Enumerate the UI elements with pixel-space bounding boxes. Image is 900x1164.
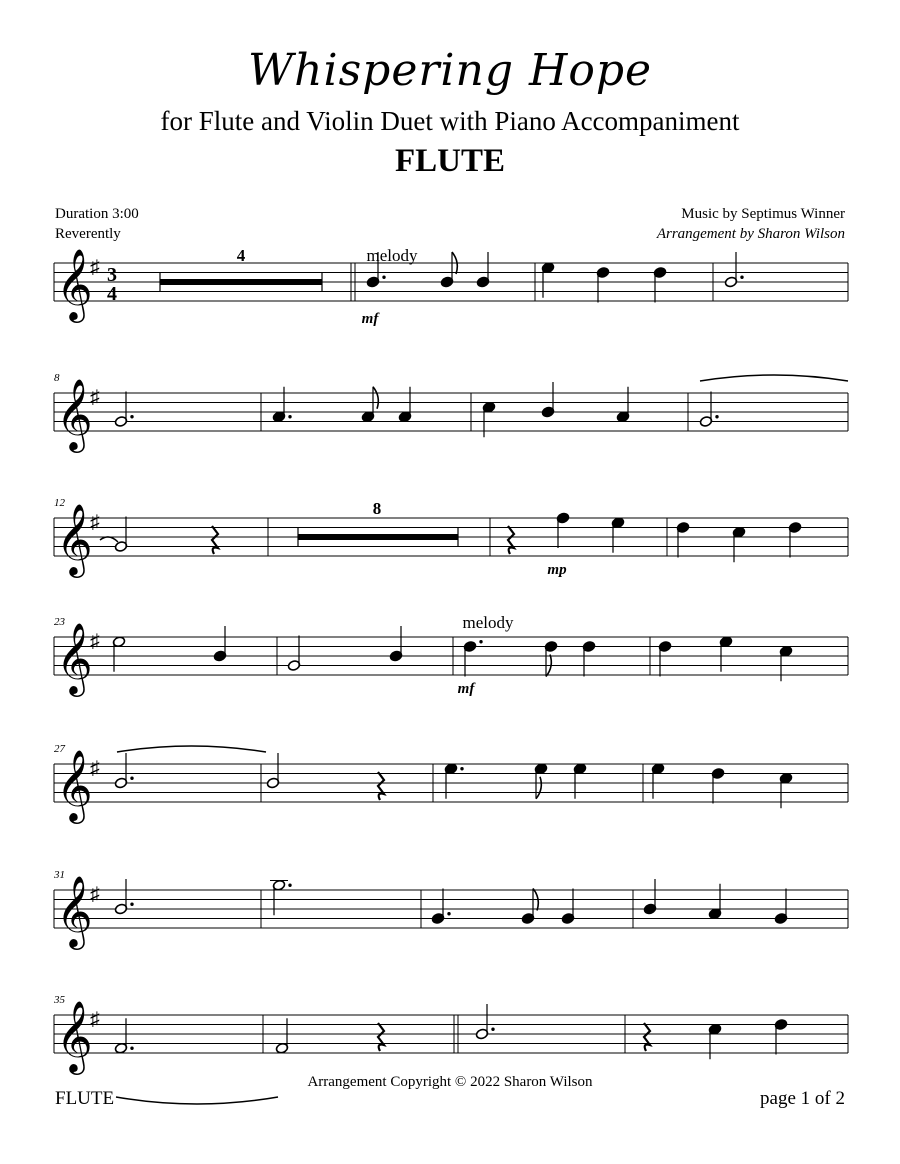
note-flag (536, 777, 541, 799)
key-signature-sharp-icon: ♯ (90, 257, 100, 278)
duration-text: Duration 3:00 (55, 206, 139, 222)
note-flag (373, 387, 378, 409)
note-dot (288, 884, 291, 887)
note-dot (740, 276, 743, 279)
treble-clef-icon: 𝄞 (56, 251, 93, 319)
note-dot (715, 415, 718, 418)
slur (117, 746, 266, 752)
note-dot (130, 415, 133, 418)
arranger-credit: Arrangement by Sharon Wilson (656, 226, 845, 242)
page-number: page 1 of 2 (760, 1088, 845, 1109)
note-dot (130, 1047, 133, 1050)
piece-title: Whispering Hope (247, 45, 653, 96)
treble-clef-icon: 𝄞 (56, 878, 93, 946)
measure-number: 23 (54, 616, 65, 628)
multi-measure-rest (160, 279, 322, 285)
key-signature-sharp-icon: ♯ (90, 1009, 100, 1030)
note-dot (382, 276, 385, 279)
expression-text: melody (366, 246, 418, 265)
dynamic-marking: mf (361, 311, 379, 327)
slur (700, 375, 848, 381)
note-dot (460, 767, 463, 770)
slur (116, 1097, 278, 1104)
dynamic-marking: mp (547, 562, 567, 578)
music-system (54, 497, 848, 578)
multi-rest-count: 8 (372, 499, 382, 518)
note-dot (479, 640, 482, 643)
tempo-text: Reverently (55, 226, 121, 242)
quarter-rest-icon (378, 772, 384, 800)
treble-clef-icon: 𝄞 (56, 381, 93, 449)
measure-number: 8 (54, 372, 60, 384)
key-signature-sharp-icon: ♯ (90, 387, 100, 408)
multi-measure-rest (298, 534, 458, 540)
piece-subtitle: for Flute and Violin Duet with Piano Accompaniment (160, 106, 740, 136)
measure-number: 31 (54, 869, 65, 881)
note-dot (447, 912, 450, 915)
quarter-rest-icon (508, 526, 514, 554)
key-signature-sharp-icon: ♯ (90, 884, 100, 905)
measure-number: 12 (54, 497, 65, 509)
quarter-rest-icon (212, 526, 218, 554)
measure-number: 27 (54, 743, 65, 755)
music-system (53, 869, 848, 950)
music-system (54, 743, 848, 824)
note-dot (491, 1028, 494, 1031)
time-signature-top: 3 (107, 264, 117, 286)
treble-clef-icon: 𝄞 (56, 506, 93, 574)
treble-clef-icon: 𝄞 (56, 752, 93, 820)
composer-credit: Music by Septimus Winner (681, 206, 845, 222)
note-dot (130, 903, 133, 906)
treble-clef-icon: 𝄞 (56, 1003, 93, 1071)
music-system (54, 246, 848, 327)
key-signature-sharp-icon: ♯ (90, 512, 100, 533)
multi-rest-count: 4 (236, 246, 246, 265)
dynamic-marking: mf (457, 681, 475, 697)
tie (100, 537, 118, 542)
time-signature-bottom: 4 (107, 283, 117, 305)
note-dot (130, 777, 133, 780)
copyright-notice: Arrangement Copyright © 2022 Sharon Wilson (307, 1074, 593, 1090)
music-system (54, 372, 848, 453)
quarter-rest-icon (378, 1023, 384, 1051)
note-dot (288, 415, 291, 418)
key-signature-sharp-icon: ♯ (90, 631, 100, 652)
key-signature-sharp-icon: ♯ (90, 758, 100, 779)
measure-number: 35 (54, 994, 65, 1006)
expression-text: melody (462, 613, 514, 632)
part-name: FLUTE (394, 143, 506, 179)
footer-part-name: FLUTE (55, 1088, 115, 1109)
music-system (54, 613, 848, 697)
quarter-rest-icon (644, 1023, 650, 1051)
treble-clef-icon: 𝄞 (56, 625, 93, 693)
